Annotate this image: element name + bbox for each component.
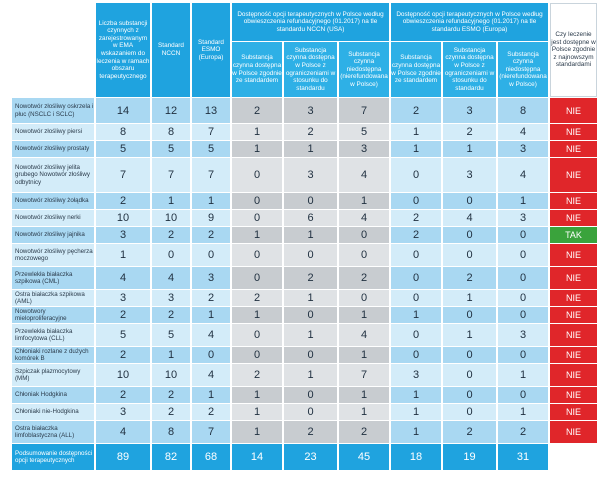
row-label: Chłoniaki rozlane z dużych komórek B [12,347,94,363]
row-value: 1 [339,307,389,323]
row-value: 5 [152,324,190,346]
header-nccn-unavailable: Substancja czynna niedostępna (nierefundowana w Polsce) [339,42,389,97]
header-nccn-limited: Substancja czynna dostępna w Polsce z ograniczeniami w stosunku do standardu [284,42,337,97]
row-value: 0 [443,193,496,209]
table-row [12,210,597,226]
row-value: 4 [192,324,230,346]
row-value: 2 [96,193,150,209]
summary-value: 23 [284,444,337,470]
summary-value: 31 [498,444,548,470]
row-value: 1 [152,193,190,209]
header-esmo: Standard ESMO (Europa) [192,3,230,97]
header-group-esmo: Dostępność opcji terapeutycznych w Polsce według obwieszczenia refundacyjnego (01.2017) na tle standardu ESMO (Europa) [391,3,548,41]
row-value: 5 [339,124,389,140]
row-label: Nowotwór złośliwy nerki [12,210,94,226]
row-label: Przewlekła białaczka limfocytowa (CLL) [12,324,94,346]
row-value: 0 [391,158,441,192]
row-value: 5 [96,141,150,157]
table-row [12,364,597,386]
table-row [12,158,597,192]
row-value: 0 [232,347,282,363]
row-value: 1 [232,227,282,243]
row-label: Nowotwory mieloproliferacyjne [12,307,94,323]
summary-value: 82 [152,444,190,470]
row-value: 1 [232,404,282,420]
row-value: 1 [284,324,337,346]
row-value: 1 [443,141,496,157]
row-value: 7 [152,158,190,192]
row-value: 4 [96,421,150,443]
row-value: 10 [96,210,150,226]
row-value: 1 [339,193,389,209]
row-value: 4 [339,210,389,226]
row-label: Ostra białaczka szpikowa (AML) [12,290,94,306]
row-value: 3 [152,290,190,306]
row-label: Przewlekła białaczka szpikowa (CML) [12,267,94,289]
row-value: 2 [232,98,282,123]
row-value: 0 [152,244,190,266]
row-value: 3 [498,141,548,157]
row-label: Szpiczak plazmocytowy (MM) [12,364,94,386]
row-value: 2 [192,290,230,306]
row-label: Chłoniak Hodgkina [12,387,94,403]
row-value: 9 [192,210,230,226]
row-value: 2 [192,227,230,243]
table-row [12,141,597,157]
table-row [12,387,597,403]
status-badge: NIE [550,193,597,209]
row-value: 0 [498,290,548,306]
row-value: 1 [391,387,441,403]
status-badge: NIE [550,307,597,323]
row-value: 12 [152,98,190,123]
row-value: 2 [339,267,389,289]
status-badge: NIE [550,290,597,306]
row-value: 2 [391,227,441,243]
row-value: 2 [391,210,441,226]
row-value: 1 [498,364,548,386]
table-row [12,307,597,323]
row-value: 0 [284,307,337,323]
table-row [12,193,597,209]
row-value: 2 [284,267,337,289]
row-value: 0 [498,227,548,243]
row-value: 0 [391,244,441,266]
table-row [12,324,597,346]
row-value: 1 [232,421,282,443]
row-value: 8 [96,124,150,140]
row-value: 1 [391,124,441,140]
row-value: 0 [232,244,282,266]
row-value: 3 [192,267,230,289]
row-value: 4 [96,267,150,289]
row-value: 1 [339,404,389,420]
row-value: 3 [443,158,496,192]
row-value: 2 [443,421,496,443]
row-value: 7 [192,421,230,443]
row-value: 1 [391,141,441,157]
row-value: 7 [192,124,230,140]
row-label: Nowotwór złośliwy piersi [12,124,94,140]
table-row [12,98,597,123]
row-value: 5 [152,141,190,157]
row-value: 0 [232,210,282,226]
row-value: 1 [498,404,548,420]
row-value: 0 [498,387,548,403]
status-badge: NIE [550,324,597,346]
row-value: 2 [443,124,496,140]
row-value: 3 [96,290,150,306]
row-value: 1 [232,387,282,403]
row-value: 2 [152,387,190,403]
row-value: 5 [96,324,150,346]
row-value: 3 [339,141,389,157]
row-value: 1 [232,307,282,323]
row-value: 6 [284,210,337,226]
row-value: 2 [284,421,337,443]
header-nccn-available: Substancja czynna dostępna w Polsce zgodnie ze standardem [232,42,282,97]
summary-value: 19 [443,444,496,470]
corner-cell [12,3,94,97]
row-value: 0 [391,290,441,306]
row-value: 10 [96,364,150,386]
table-row [12,244,597,266]
status-badge: NIE [550,387,597,403]
row-value: 0 [391,347,441,363]
row-value: 1 [152,347,190,363]
row-value: 0 [391,267,441,289]
header-group-nccn: Dostępność opcji terapeutycznych w Polsce według obwieszczenia refundacyjnego (01.2017) na tle standardu NCCN (USA) [232,3,389,41]
row-value: 4 [339,324,389,346]
row-value: 0 [443,364,496,386]
row-value: 0 [339,227,389,243]
table-row [12,227,597,243]
row-value: 3 [284,158,337,192]
row-value: 2 [96,347,150,363]
row-value: 2 [232,364,282,386]
row-value: 0 [232,267,282,289]
table-row [12,267,597,289]
row-value: 1 [443,290,496,306]
row-value: 3 [498,324,548,346]
row-label: Nowotwór złośliwy jajnika [12,227,94,243]
row-value: 7 [192,158,230,192]
row-value: 1 [339,387,389,403]
row-value: 4 [498,158,548,192]
row-value: 3 [391,364,441,386]
row-value: 0 [443,347,496,363]
row-label: Nowotwór złośliwy jelita grubego Nowotwór złośliwy odbytnicy [12,158,94,192]
row-value: 0 [284,404,337,420]
row-value: 1 [284,227,337,243]
row-value: 0 [391,324,441,346]
row-value: 1 [391,421,441,443]
row-value: 4 [443,210,496,226]
row-value: 0 [284,387,337,403]
table-row [12,290,597,306]
row-value: 7 [339,98,389,123]
row-value: 5 [192,141,230,157]
row-value: 1 [284,364,337,386]
row-value: 13 [192,98,230,123]
row-value: 1 [284,141,337,157]
row-label: Nowotwór złośliwy pęcherza moczowego [12,244,94,266]
row-value: 2 [232,290,282,306]
status-badge: NIE [550,98,597,123]
row-value: 0 [339,244,389,266]
row-value: 1 [192,387,230,403]
row-label: Ostra białaczka limfoblastyczna (ALL) [12,421,94,443]
row-value: 3 [443,98,496,123]
status-badge: NIE [550,267,597,289]
row-value: 3 [498,210,548,226]
row-value: 3 [96,227,150,243]
row-value: 0 [443,244,496,266]
row-value: 1 [443,324,496,346]
table-row [12,404,597,420]
row-value: 0 [498,267,548,289]
row-value: 4 [152,267,190,289]
row-value: 4 [339,158,389,192]
header-esmo-unavailable: Substancja czynna niedostępna (nierefundowana w Polsce) [498,42,548,97]
row-value: 8 [152,124,190,140]
availability-table [10,2,599,471]
status-badge: NIE [550,244,597,266]
row-value: 2 [443,267,496,289]
row-label: Nowotwór złośliwy oskrzela i płuc (NSCLC i SCLC) [12,98,94,123]
status-badge: NIE [550,210,597,226]
row-value: 0 [443,307,496,323]
status-badge: NIE [550,347,597,363]
row-value: 2 [284,124,337,140]
status-badge: TAK [550,227,597,243]
status-badge: NIE [550,421,597,443]
row-value: 3 [284,98,337,123]
row-value: 2 [152,307,190,323]
row-value: 0 [192,347,230,363]
table-row [12,421,597,443]
row-value: 1 [391,404,441,420]
row-value: 2 [192,404,230,420]
row-value: 2 [96,307,150,323]
row-value: 1 [339,347,389,363]
summary-value: 14 [232,444,282,470]
row-value: 0 [232,324,282,346]
header-esmo-limited: Substancja czynna dostępna w Polsce z ograniczeniami w stosunku do standardu [443,42,496,97]
row-value: 0 [284,193,337,209]
table-body [12,98,597,470]
row-value: 1 [232,141,282,157]
row-value: 3 [96,404,150,420]
row-value: 1 [498,193,548,209]
row-value: 14 [96,98,150,123]
row-label: Chłoniaki nie-Hodgkina [12,404,94,420]
row-value: 4 [498,124,548,140]
row-value: 0 [443,387,496,403]
row-value: 1 [391,307,441,323]
header-esmo-available: Substancja czynna dostępna w Polsce zgodnie ze standardem [391,42,441,97]
summary-label: Podsumowanie dostępności opcji terapeutycznych [12,444,94,470]
row-label: Nowotwór złośliwy prostaty [12,141,94,157]
row-value: 0 [391,193,441,209]
summary-value: 89 [96,444,150,470]
summary-value: 45 [339,444,389,470]
header-count: Liczba substancji czynnych z zarejestrowanym w EMA wskazaniem do leczenia w ramach obszaru terapeutycznego [96,3,150,97]
row-value: 2 [498,421,548,443]
status-badge: NIE [550,124,597,140]
table-row [12,124,597,140]
status-badge: NIE [550,158,597,192]
row-label: Nowotwór złośliwy żołądka [12,193,94,209]
summary-value: 18 [391,444,441,470]
row-value: 2 [96,387,150,403]
row-value: 0 [339,290,389,306]
row-value: 8 [152,421,190,443]
row-value: 0 [498,244,548,266]
header-standard-available: Czy leczenie jest dostępne w Polsce zgodnie z najnowszym standardami [550,3,597,97]
row-value: 7 [96,158,150,192]
row-value: 0 [192,244,230,266]
status-badge: NIE [550,141,597,157]
row-value: 1 [192,193,230,209]
summary-value: 68 [192,444,230,470]
row-value: 0 [284,244,337,266]
row-value: 4 [192,364,230,386]
row-value: 2 [152,404,190,420]
status-badge: NIE [550,404,597,420]
header-nccn: Standard NCCN [152,3,190,97]
status-badge: NIE [550,364,597,386]
row-value: 0 [232,193,282,209]
row-value: 2 [391,98,441,123]
row-value: 0 [443,404,496,420]
table-row [12,347,597,363]
row-value: 2 [152,227,190,243]
row-value: 8 [498,98,548,123]
row-value: 0 [232,158,282,192]
row-value: 0 [498,347,548,363]
row-value: 2 [339,421,389,443]
summary-row [12,444,597,470]
summary-blank [550,444,597,470]
row-value: 1 [96,244,150,266]
row-value: 7 [339,364,389,386]
row-value: 0 [498,307,548,323]
row-value: 0 [284,347,337,363]
row-value: 1 [284,290,337,306]
row-value: 10 [152,210,190,226]
row-value: 10 [152,364,190,386]
row-value: 1 [192,307,230,323]
row-value: 1 [232,124,282,140]
row-value: 0 [443,227,496,243]
